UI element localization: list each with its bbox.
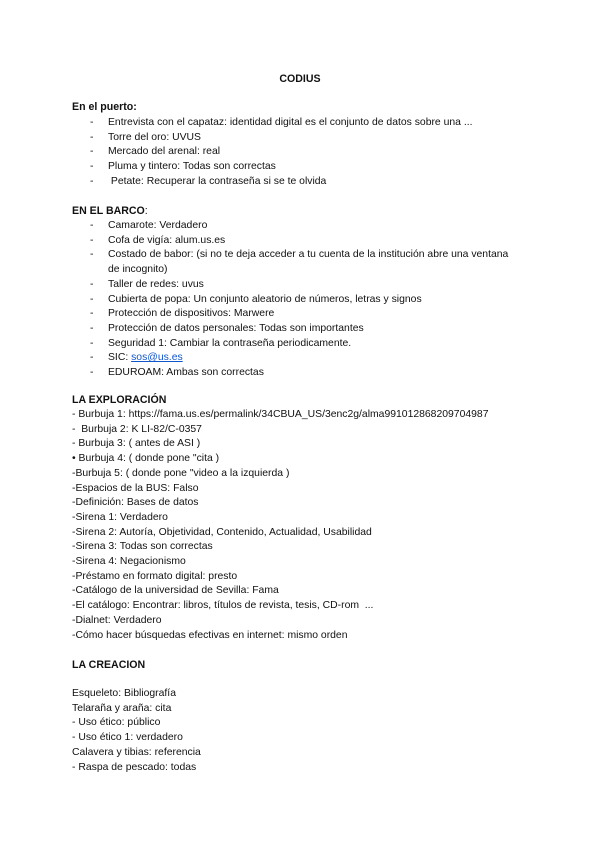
list-item: -Sirena 2: Autoría, Objetividad, Contenido, Actualidad, Usabilidad [72, 526, 372, 538]
section-heading-barco [72, 204, 148, 219]
list-item: - Protección de dispositivos: Marwere [72, 307, 512, 322]
list-item: - Raspa de pescado: todas [72, 761, 197, 773]
list-item: - Camarote: Verdadero [72, 219, 512, 234]
list-item: -Espacios de la BUS: Falso [72, 482, 199, 494]
list-item: Calavera y tibias: referencia [72, 746, 201, 758]
sic-email-link[interactable]: sos@us.es [131, 352, 183, 364]
list-exploracion [72, 408, 542, 643]
list-item: - Torre del oro: UVUS [72, 131, 512, 146]
list-item: -Sirena 4: Negacionismo [72, 556, 186, 568]
list-item: -El catálogo: Encontrar: libros, títulos de revista, tesis, CD-rom ... [72, 600, 374, 612]
list-item: - Entrevista con el capataz: identidad digital es el conjunto de datos sobre una ... [72, 116, 512, 131]
list-item: -Sirena 1: Verdadero [72, 511, 168, 523]
list-item: - Burbuja 1: https://fama.us.es/permalink/34CBUA_US/3enc2g/alma991012868209704987 [72, 409, 489, 420]
list-item: -Sirena 3: Todas son correctas [72, 541, 213, 553]
list-item: - Uso ético: público [72, 717, 161, 729]
list-item: - Seguridad 1: Cambiar la contraseña periodicamente. [72, 337, 512, 352]
section-heading-barco-colon: : [144, 205, 148, 217]
list-puerto [72, 116, 512, 190]
list-item: -Burbuja 5: ( donde pone "video a la izquierda ) [72, 467, 290, 479]
list-item: - Costado de babor: (si no te deja acceder a tu cuenta de la institución abre una ventana de incognito) [72, 248, 512, 277]
section-heading-exploracion: LA EXPLORACIÓN [72, 394, 167, 406]
list-item: -Definición: Bases de datos [72, 497, 199, 509]
list-item: - Taller de redes: uvus [72, 278, 512, 293]
list-item: - Mercado del arenal: real [72, 145, 512, 160]
list-item: - Cofa de vigía: alum.us.es [72, 234, 512, 249]
document-title: CODIUS [279, 73, 321, 85]
list-item: - Petate: Recuperar la contraseña si se te olvida [72, 175, 512, 190]
list-item: • Burbuja 4: ( donde pone "cita ) [72, 453, 220, 465]
list-item: - Burbuja 2: K LI-82/C-0357 [72, 423, 202, 435]
sic-label: SIC: [108, 352, 132, 364]
list-creacion [72, 687, 542, 775]
list-item: -Catálogo de la universidad de Sevilla: Fama [72, 585, 279, 597]
list-item: -Préstamo en formato digital: presto [72, 570, 238, 582]
section-heading-creacion: LA CREACION [72, 659, 146, 671]
list-item: -Dialnet: Verdadero [72, 614, 162, 626]
list-item: -Cómo hacer búsquedas efectivas en internet: mismo orden [72, 629, 348, 641]
section-heading-puerto: En el puerto: [72, 101, 137, 113]
list-item: - Burbuja 3: ( antes de ASI ) [72, 438, 201, 450]
list-item: - Uso ético 1: verdadero [72, 732, 183, 744]
list-barco [72, 219, 512, 381]
section-heading-barco-text: EN EL BARCO [72, 205, 145, 217]
list-item: - EDUROAM: Ambas son correctas [72, 366, 512, 381]
list-item: - Protección de datos personales: Todas son importantes [72, 322, 512, 337]
list-item: Esqueleto: Bibliografía [72, 688, 176, 699]
list-item: - Cubierta de popa: Un conjunto aleatorio de números, letras y signos [72, 293, 512, 308]
list-item: Telaraña y araña: cita [72, 702, 172, 714]
list-item: - Pluma y tintero: Todas son correctas [72, 160, 512, 175]
list-item-sic [72, 351, 512, 366]
